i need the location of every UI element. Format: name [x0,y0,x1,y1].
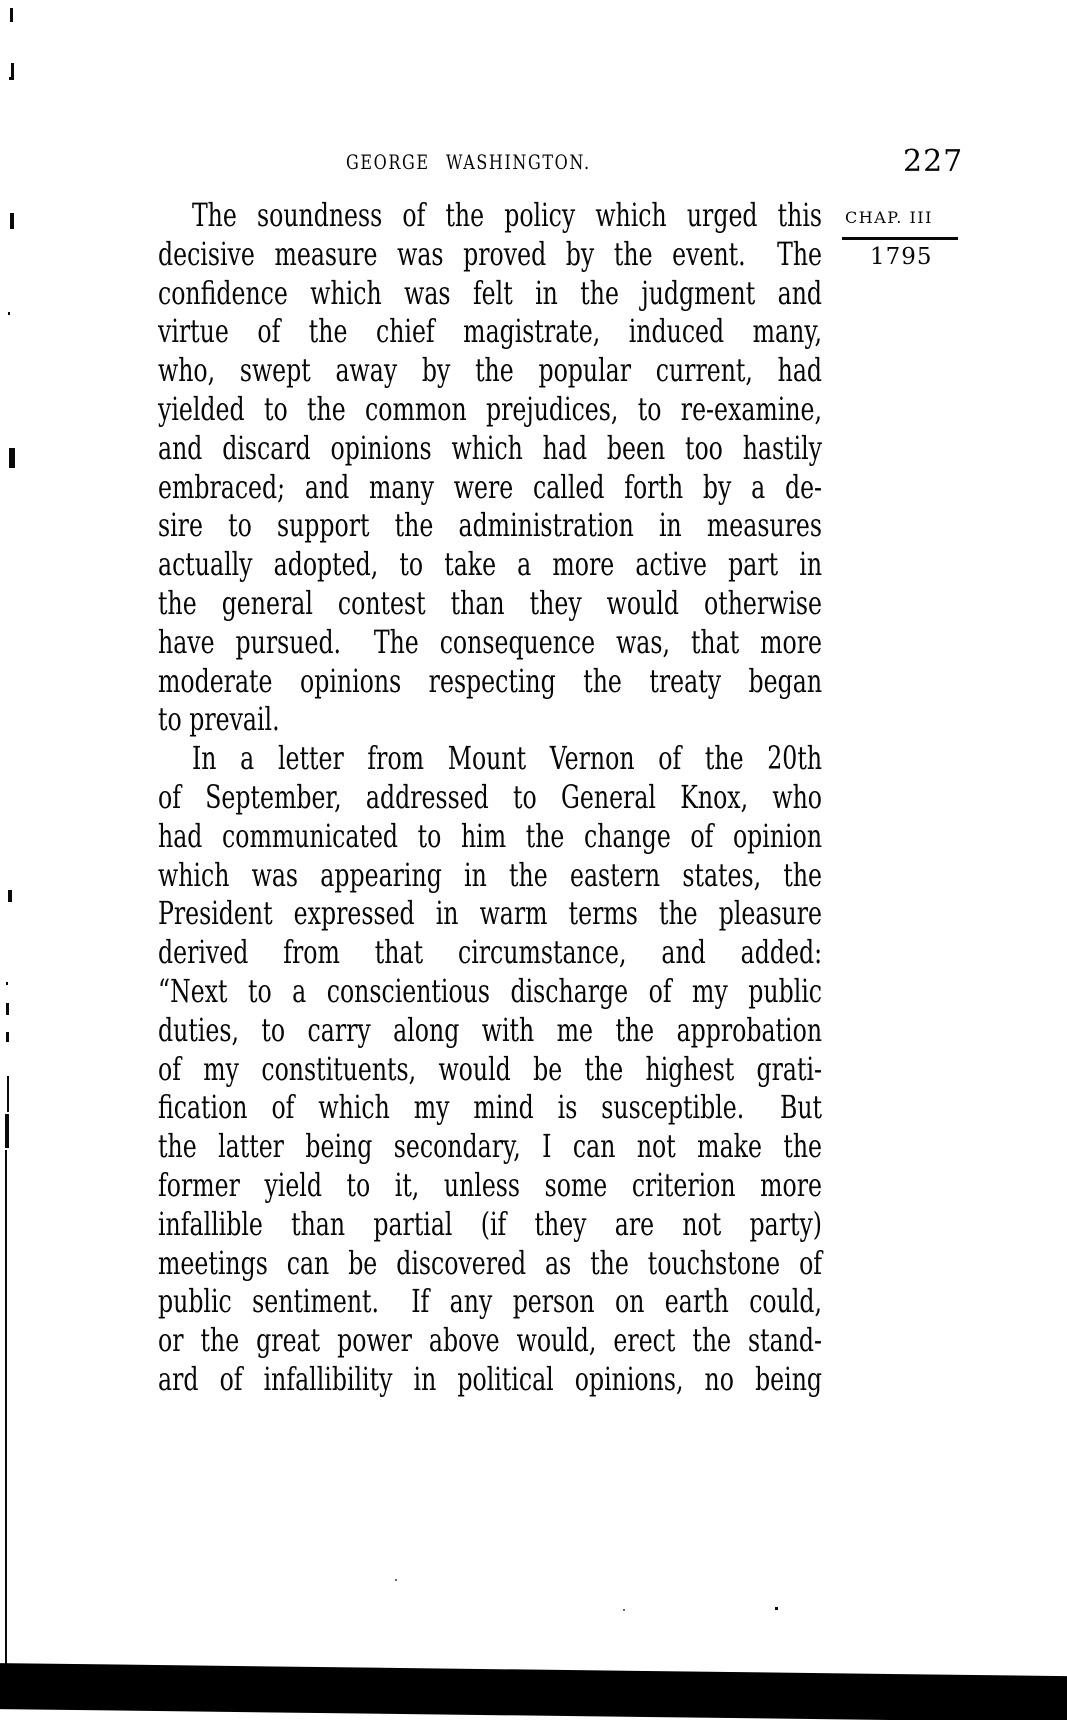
page-number: 227 [903,144,964,179]
scan-speck [623,1609,625,1611]
margin-rule [842,237,958,240]
text-line: derived from that circumstance, and added: [158,933,823,972]
margin-chapter-label: CHAP. III [845,208,933,227]
scan-speck [10,8,13,22]
text-line: or the great power above would, erect the stand- [158,1321,823,1360]
text-line: fication of which my mind is susceptible. But [158,1088,823,1127]
text-line: sire to support the administration in measures [158,506,823,545]
text-line: public sentiment. If any person on earth could, [158,1282,823,1321]
scan-gutter-bar [0,1663,1067,1720]
text-line: duties, to carry along with me the approbation [158,1010,823,1049]
scan-speck [775,1607,778,1610]
scan-edge-line [5,1114,9,1148]
scan-speck [9,77,11,80]
text-line: embraced; and many were called forth by a de- [158,467,823,506]
text-line: and discard opinions which had been too hastily [158,428,823,467]
text-line: actually adopted, to take a more active part in [158,545,823,584]
scan-speck [11,63,14,80]
scan-speck [6,982,8,985]
text-line: decisive measure was proved by the event. The [158,234,823,273]
scan-speck [9,448,15,468]
text-line: which was appearing in the eastern states, the [158,855,823,894]
body-text-block [158,196,822,1399]
scan-speck [8,890,12,902]
text-line: the general contest than they would otherwise [158,583,823,622]
text-line: have pursued. The consequence was, that more [158,622,823,661]
text-line: moderate opinions respecting the treaty began [158,661,823,700]
scan-speck [395,1579,397,1581]
text-line: of my constituents, would be the highest grati- [158,1049,823,1088]
text-line: who, swept away by the popular current, had [158,351,823,390]
scan-speck [6,1032,9,1042]
text-line: yielded to the common prejudices, to re-examine, [158,389,823,428]
text-line: ard of infallibility in political opinions, no being [158,1359,823,1398]
text-line: of September, addressed to General Knox, who [158,777,823,816]
text-line: confidence which was felt in the judgment and [158,273,823,312]
scan-speck [10,213,14,229]
scan-speck [8,312,10,315]
scan-edge-line [7,1076,9,1112]
scan-speck [6,1003,9,1015]
text-line: virtue of the chief magistrate, induced many, [158,312,823,351]
text-line: President expressed in warm terms the pleasure [158,894,823,933]
text-line: to prevail. [158,700,280,739]
margin-year-label: 1795 [870,244,933,270]
text-line: had communicated to him the change of opinion [158,816,823,855]
text-line: former yield to it, unless some criterion more [158,1165,823,1204]
text-line: infallible than partial (if they are not party) [158,1204,823,1243]
text-line: The soundness of the policy which urged this [191,196,823,234]
text-line: In a letter from Mount Vernon of the 20th [191,739,823,778]
running-title: GEORGE WASHINGTON. [346,150,591,174]
text-line: “Next to a conscientious discharge of my public [158,971,823,1010]
scan-edge-line [5,1150,7,1665]
text-line: the latter being secondary, I can not make the [158,1127,823,1166]
text-line: meetings can be discovered as the touchstone of [158,1243,823,1282]
